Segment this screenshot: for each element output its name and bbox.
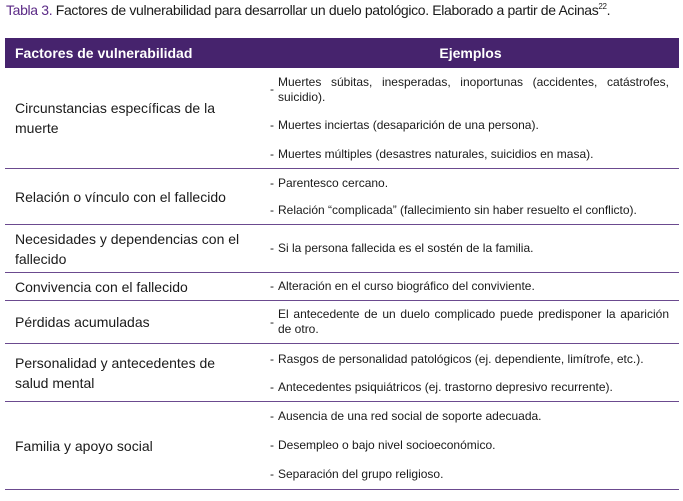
factor-cell: Personalidad y antecedentes de salud mental [5,344,262,402]
examples-cell [262,169,679,225]
factor-cell: Convivencia con el fallecido [5,273,262,301]
example-item: - El antecedente de un duelo complicado puede predisponer la aparición de otro. [270,307,669,336]
example-item: - Parentesco cercano. [270,175,389,190]
examples-cell [262,273,679,301]
example-item: - Ausencia de una red social de soporte adecuada. [270,409,542,423]
example-item: - Separación del grupo religioso. [270,467,444,481]
table-row [5,68,679,169]
table-row [5,169,679,225]
vulnerability-table [5,38,679,490]
factor-cell: Pérdidas acumuladas [5,301,262,344]
examples-cell [262,68,679,169]
caption-text: Factores de vulnerabilidad para desarrollar un duelo patológico. Elaborado a partir de Acinas [55,2,599,18]
caption-reference: 22 [598,2,607,11]
example-item: - Desempleo o bajo nivel socioeconómico. [270,438,496,452]
examples-cell [262,301,679,344]
example-item: - Muertes súbitas, inesperadas, inoportunas (accidentes, catástrofes, suicidio). [270,74,669,104]
example-item: - Alteración en el curso biográfico del conviviente. [270,279,535,293]
example-item: - Relación “complicada” (fallecimiento sin haber resuelto el conflicto). [270,203,637,217]
examples-cell [262,225,679,273]
header-factores: Factores de vulnerabilidad [5,38,262,68]
table-caption [6,2,610,18]
example-item: - Muertes múltiples (desastres naturales, suicidios en masa). [270,146,594,161]
table-header-row [5,38,679,68]
table-row [5,273,679,301]
example-item: - Muertes inciertas (desaparición de una persona). [270,118,539,132]
caption-label: Tabla 3. [6,2,53,18]
factor-cell: Necesidades y dependencias con el fallecido [5,225,262,273]
factor-cell: Circunstancias específicas de la muerte [5,68,262,169]
example-item: - Antecedentes psiquiátricos (ej. trastorno depresivo recurrente). [270,380,613,394]
caption-end: . [606,2,611,18]
factor-cell: Relación o vínculo con el fallecido [5,169,262,225]
factor-cell: Familia y apoyo social [5,402,262,490]
examples-cell [262,344,679,402]
table-row [5,225,679,273]
table-row [5,301,679,344]
examples-cell [262,402,679,490]
example-item: - Si la persona fallecida es el sostén de la familia. [270,241,534,255]
example-item: - Rasgos de personalidad patológicos (ej. dependiente, limítrofe, etc.). [270,351,644,366]
table-row [5,402,679,490]
header-ejemplos: Ejemplos [262,38,679,68]
table-row [5,344,679,402]
